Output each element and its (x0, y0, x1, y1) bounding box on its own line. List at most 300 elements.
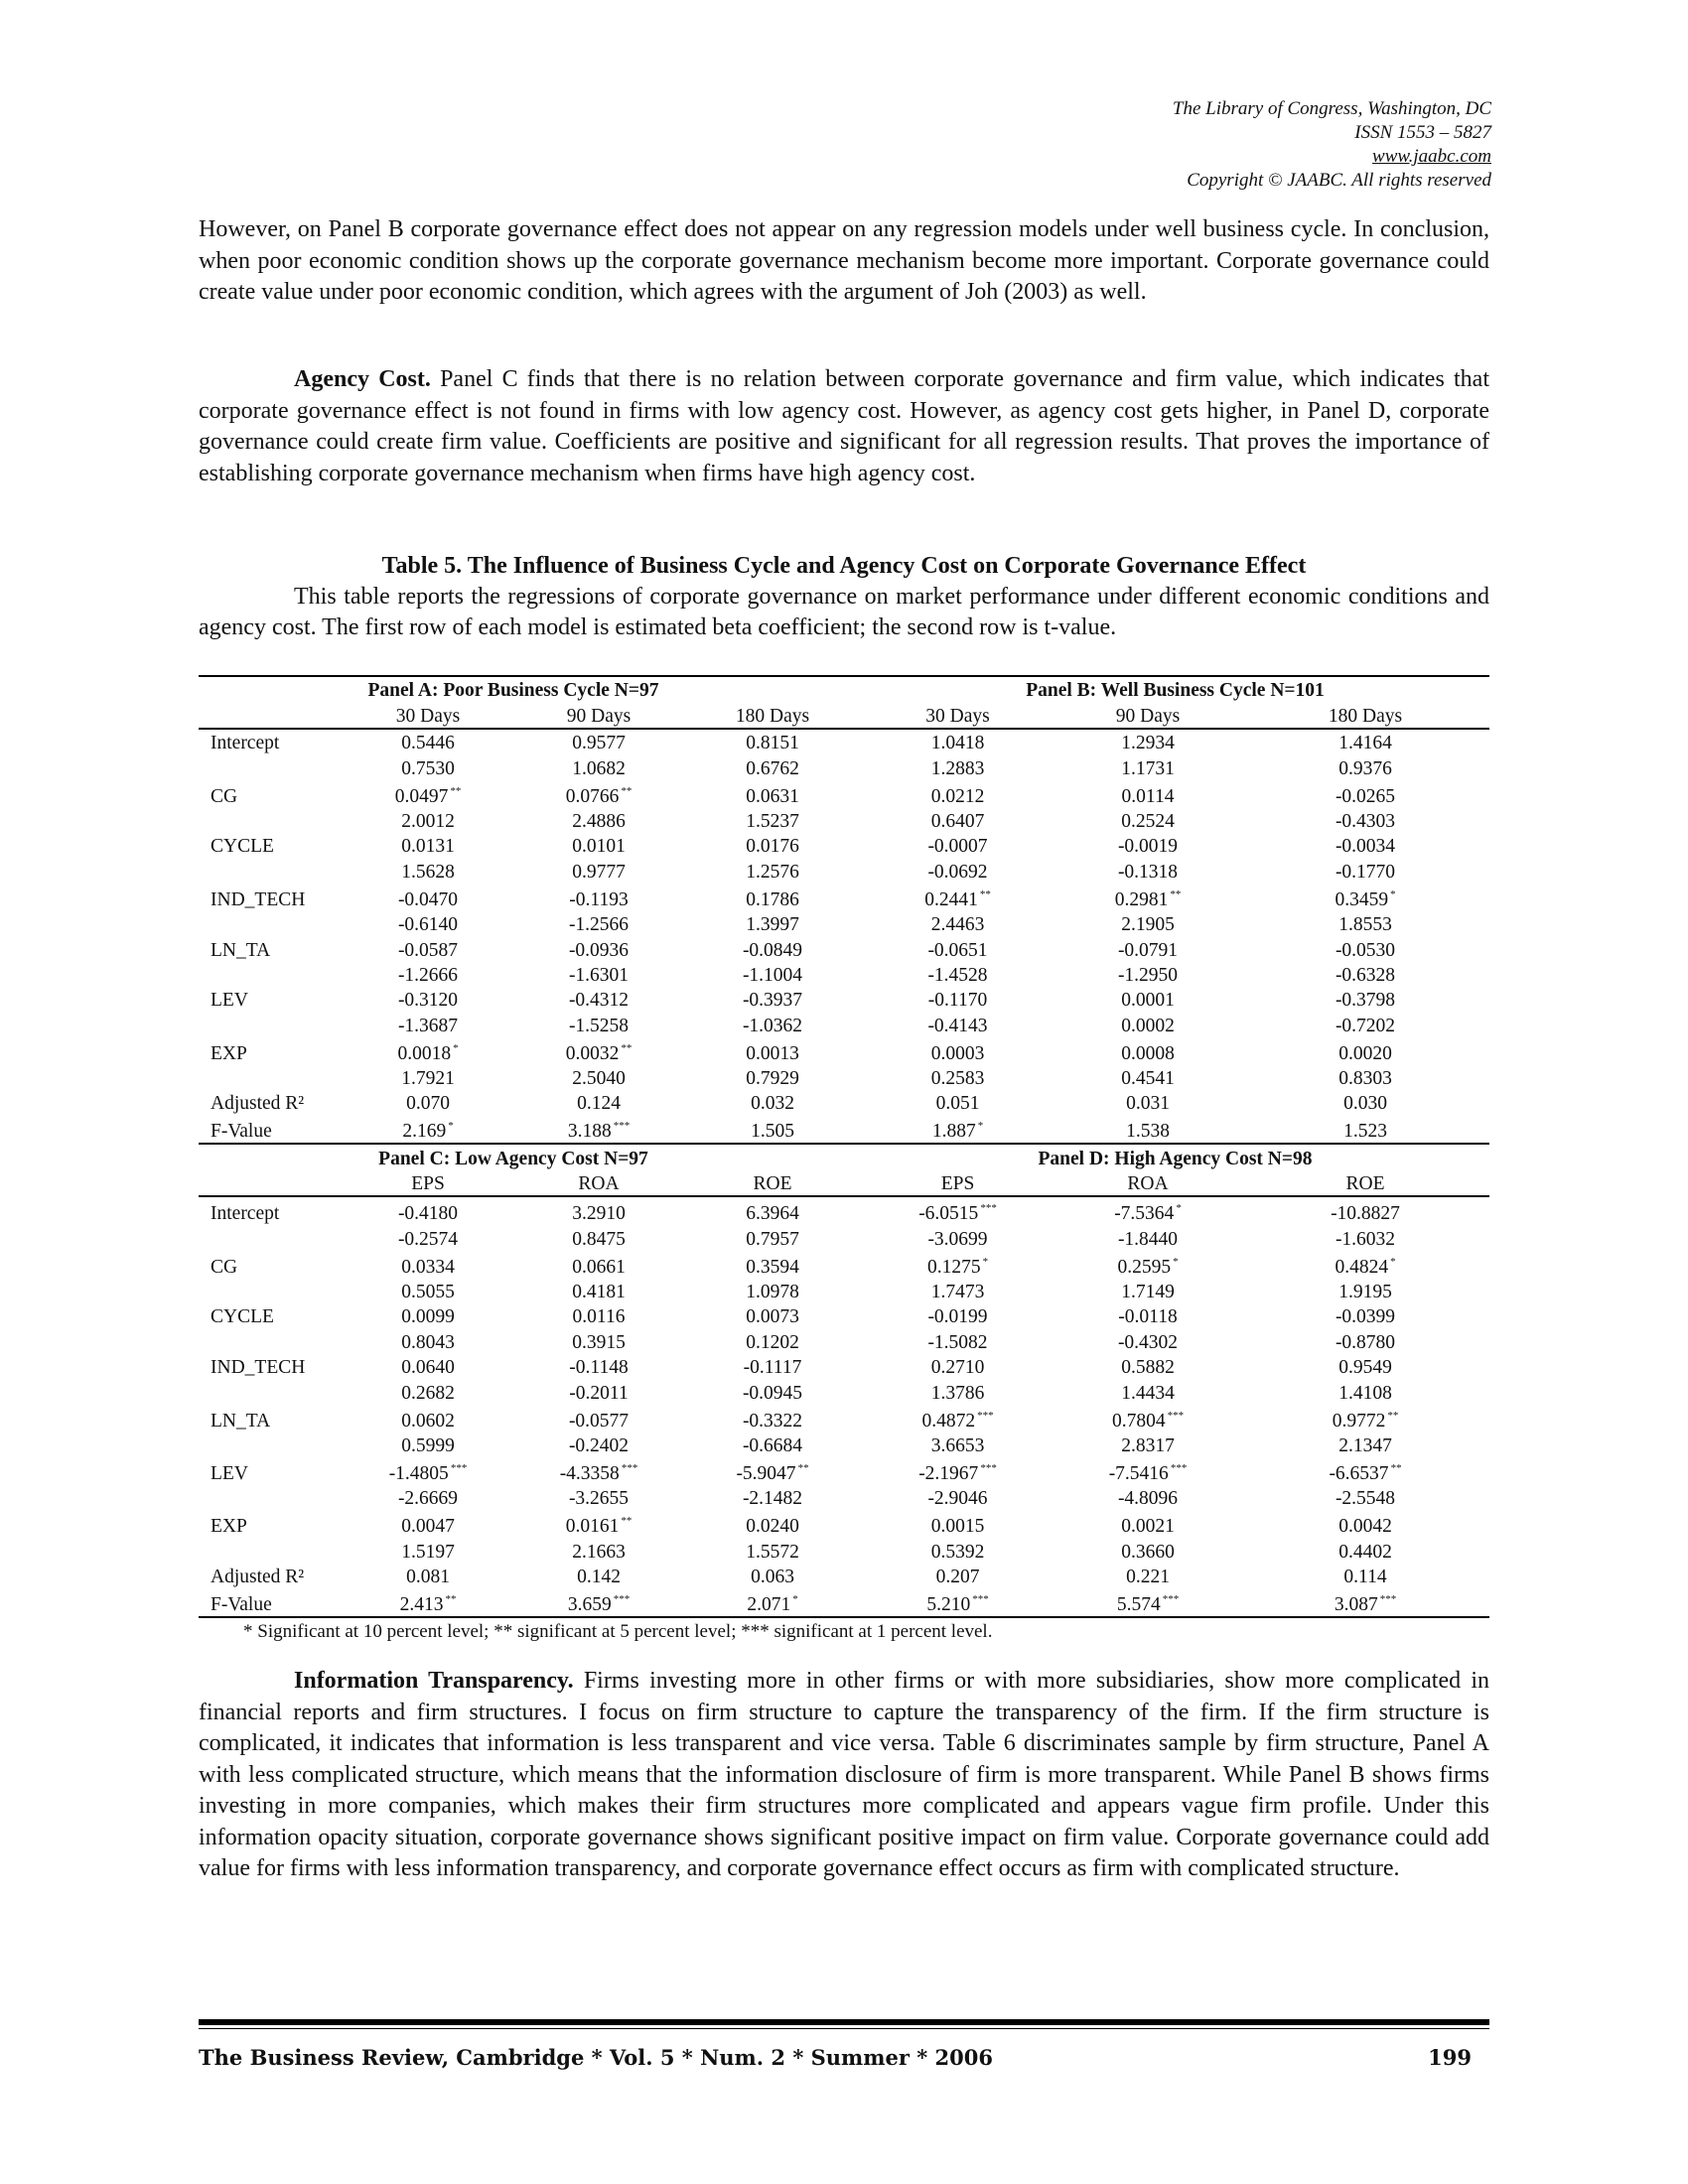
cell-value: -0.1770 (1335, 861, 1396, 883)
cell-value: 1.0418 (930, 733, 985, 754)
table-cell (1055, 1564, 1241, 1588)
row-label: Adjusted R² (211, 1093, 305, 1115)
table-cell (1241, 1251, 1489, 1279)
cell-value: 1.5628 (401, 861, 455, 883)
table-cell (1055, 1115, 1241, 1144)
panel-title-row (199, 676, 1489, 702)
cell-value: -1.8440 (1117, 1228, 1179, 1250)
table-row (199, 1225, 1489, 1250)
cell-value: 3.659 (567, 1594, 612, 1616)
table-row (199, 729, 1489, 754)
table-cell (1055, 1538, 1241, 1563)
cell-value: 0.0008 (1121, 1042, 1175, 1064)
row-label: IND_TECH (211, 1357, 306, 1379)
column-header: EPS (343, 1170, 513, 1196)
cell-value: 1.2934 (1121, 733, 1175, 754)
table-row (199, 1196, 1489, 1225)
table-cell (513, 1012, 684, 1036)
cell-value: 0.0042 (1338, 1516, 1392, 1538)
table-cell (861, 1328, 1055, 1353)
table-cell (861, 1090, 1055, 1115)
cell-value: 0.5392 (930, 1541, 985, 1563)
cell-value: -0.0199 (927, 1306, 988, 1328)
cell-value: 1.523 (1343, 1121, 1387, 1143)
cell-value: 0.2524 (1121, 810, 1175, 832)
cell-value: 2.169 (402, 1121, 447, 1143)
table-row (199, 1279, 1489, 1303)
footer-journal: The Business Review, Cambridge * Vol. 5 * Num. 2 * Summer * 2006 (199, 2045, 993, 2070)
cell-value: 1.505 (751, 1121, 794, 1143)
cell-value: -0.1318 (1117, 861, 1179, 883)
cell-value: -2.5548 (1335, 1488, 1396, 1510)
table-cell (513, 1510, 684, 1538)
column-header-row (199, 1170, 1489, 1196)
cell-value: 0.0003 (930, 1042, 985, 1064)
cell-value: -0.0019 (1117, 836, 1179, 858)
cell-value: 0.0497 (394, 785, 449, 807)
table-cell (861, 858, 1055, 883)
table-cell (343, 884, 513, 911)
cell-value: -0.1193 (569, 888, 629, 910)
cell-value: -4.3358 (559, 1462, 620, 1484)
cell-value: 0.3915 (572, 1331, 626, 1353)
table-cell (684, 1225, 861, 1250)
table-cell (1055, 1457, 1241, 1485)
cell-value: 0.063 (751, 1567, 794, 1588)
row-label (199, 1379, 343, 1404)
table-cell (1055, 936, 1241, 961)
row-label (199, 1433, 343, 1457)
cell-value: 1.9195 (1338, 1282, 1392, 1303)
table-cell (1055, 1251, 1241, 1279)
cell-value: 0.4541 (1121, 1068, 1175, 1090)
table-cell (343, 1251, 513, 1279)
cell-value: 3.6653 (930, 1434, 985, 1456)
column-header: ROE (684, 1170, 861, 1196)
table-cell (861, 962, 1055, 987)
table-cell (1055, 962, 1241, 987)
cell-value: -0.4312 (568, 990, 630, 1012)
paragraph-transparency-text: Firms investing more in other firms or with more subsidiaries, show more complicated in financial reports and firm structures. I focus on firm structure to capture the transparency of the firm. If the firm structure is complicated, it indicates that information is less transparent and vice versa. Table 6 discriminates sample by firm structure, Panel A with less complicated structure, which means that the information disclosure of firm is more transparent. While Panel B shows firms investing in more companies, which makes their firm structures more complicated and appears vague firm profile. Under this information opacity situation, corporate governance shows significant positive impact on firm value. Corporate governance could add value for firms with less information transparency, and corporate governance effect occurs as firm with complicated structure. (199, 1668, 1489, 1881)
table-row (199, 858, 1489, 883)
table-cell (861, 833, 1055, 858)
table-cell (513, 1538, 684, 1563)
cell-value: 2.0012 (401, 810, 455, 832)
cell-value: -0.3120 (397, 990, 459, 1012)
table-cell (861, 729, 1055, 754)
table-cell (684, 911, 861, 936)
row-label (199, 1485, 343, 1510)
table-cell (343, 1037, 513, 1065)
cell-value: 0.3660 (1121, 1541, 1175, 1563)
table-cell (513, 1354, 684, 1379)
cell-value: 1.2883 (930, 757, 985, 779)
table-cell (861, 1196, 1055, 1225)
cell-value: -0.6140 (397, 914, 459, 936)
table-cell (513, 1225, 684, 1250)
cell-value: 0.7957 (746, 1228, 799, 1250)
table-cell (1241, 1115, 1489, 1144)
column-header: 180 Days (684, 702, 861, 728)
cell-value: 0.5999 (401, 1434, 455, 1456)
table-cell (684, 1485, 861, 1510)
table-cell (861, 1588, 1055, 1617)
table-cell (1055, 911, 1241, 936)
significance-stars: * (1176, 1202, 1182, 1215)
table-cell (684, 962, 861, 987)
column-header: ROE (1241, 1170, 1489, 1196)
cell-value: -0.0118 (1118, 1306, 1178, 1328)
cell-value: 3.2910 (572, 1203, 626, 1225)
footer-rule-thin (199, 2028, 1489, 2029)
table-cell (343, 1433, 513, 1457)
table-cell (343, 1090, 513, 1115)
table-cell (684, 1457, 861, 1485)
significance-stars: * (453, 1041, 459, 1054)
significance-stars: *** (1170, 1461, 1188, 1474)
table-cell (1055, 1279, 1241, 1303)
table-cell (513, 1433, 684, 1457)
table-cell (343, 1510, 513, 1538)
table-cell (861, 1225, 1055, 1250)
table-cell (513, 1405, 684, 1433)
column-header: 30 Days (343, 702, 513, 728)
significance-stars: *** (980, 1202, 997, 1215)
significance-stars: ** (621, 1515, 633, 1528)
table-cell (684, 1354, 861, 1379)
table-cell (343, 911, 513, 936)
table-cell (1055, 754, 1241, 779)
table-cell (1241, 987, 1489, 1012)
table-cell (1055, 729, 1241, 754)
cell-value: -7.5364 (1114, 1203, 1175, 1225)
table-cell (513, 1564, 684, 1588)
regression-table (199, 675, 1489, 1618)
table-cell (1055, 1354, 1241, 1379)
cell-value: -0.0265 (1335, 785, 1396, 807)
cell-value: 0.4181 (572, 1282, 626, 1303)
cell-value: -0.1170 (927, 990, 988, 1012)
cell-value: -2.1967 (918, 1462, 979, 1484)
table-row (199, 1588, 1489, 1617)
table-row (199, 780, 1489, 808)
table-cell (1055, 1485, 1241, 1510)
table-cell (684, 1303, 861, 1328)
cell-value: 0.1786 (746, 888, 799, 910)
cell-value: 0.0631 (746, 785, 799, 807)
table-cell (1055, 1510, 1241, 1538)
page-number: 199 (1428, 2045, 1472, 2070)
table-cell (513, 1588, 684, 1617)
table-cell (343, 1303, 513, 1328)
table-cell (684, 1328, 861, 1353)
table-cell (513, 833, 684, 858)
table-title: Table 5. The Influence of Business Cycle and Agency Cost on Corporate Governance Effect (381, 553, 1307, 579)
table-cell (861, 1303, 1055, 1328)
significance-stars: * (1173, 1255, 1179, 1268)
cell-value: -0.0692 (927, 861, 988, 883)
cell-value: 2.1347 (1338, 1434, 1392, 1456)
table-cell (513, 911, 684, 936)
cell-value: -5.9047 (736, 1462, 796, 1484)
table-cell (513, 754, 684, 779)
row-label (199, 1225, 343, 1250)
cell-value: -2.1482 (742, 1488, 803, 1510)
table-cell (684, 808, 861, 833)
table-cell (861, 1115, 1055, 1144)
cell-value: -0.0651 (927, 939, 988, 961)
row-label (199, 858, 343, 883)
cell-value: 0.221 (1126, 1567, 1170, 1588)
table-cell (1055, 1379, 1241, 1404)
table-cell (513, 884, 684, 911)
cell-value: 0.4872 (921, 1410, 976, 1432)
row-label: F-Value (199, 1115, 343, 1144)
significance-stars: ** (1390, 1461, 1402, 1474)
table-row (199, 1510, 1489, 1538)
cell-value: 0.8303 (1338, 1068, 1392, 1090)
cell-value: -1.2566 (568, 914, 630, 936)
cell-value: -10.8827 (1331, 1203, 1400, 1225)
cell-value: 0.032 (751, 1093, 794, 1115)
table-cell (343, 1457, 513, 1485)
table-cell (513, 1303, 684, 1328)
cell-value: -4.8096 (1117, 1488, 1179, 1510)
table-cell (513, 1090, 684, 1115)
cell-value: 0.9577 (572, 733, 626, 754)
table-row (199, 1485, 1489, 1510)
cell-value: -0.4143 (927, 1015, 988, 1036)
cell-value: -0.1117 (743, 1357, 802, 1379)
table-cell (861, 1012, 1055, 1036)
column-header: ROA (1055, 1170, 1241, 1196)
cell-value: 0.124 (577, 1093, 621, 1115)
table-cell (343, 1538, 513, 1563)
cell-value: -0.6684 (742, 1434, 803, 1456)
cell-value: 1.538 (1126, 1121, 1170, 1143)
cell-value: 0.2595 (1117, 1256, 1172, 1278)
cell-value: 0.2981 (1114, 888, 1169, 910)
cell-value: -0.4180 (397, 1203, 459, 1225)
table-cell (343, 987, 513, 1012)
cell-value: 0.1275 (926, 1256, 981, 1278)
table-row (199, 1457, 1489, 1485)
significance-stars: ** (979, 887, 991, 900)
cell-value: -1.0362 (742, 1015, 803, 1036)
table-cell (684, 884, 861, 911)
table-cell (861, 1564, 1055, 1588)
table-cell (684, 858, 861, 883)
cell-value: 3.087 (1334, 1594, 1378, 1616)
significance-stars: * (448, 1120, 454, 1133)
table-cell (513, 987, 684, 1012)
table-cell (1055, 1303, 1241, 1328)
table-cell (1241, 1354, 1489, 1379)
cell-value: 0.1202 (746, 1331, 799, 1353)
table-cell (1055, 780, 1241, 808)
cell-value: 2.413 (399, 1594, 444, 1616)
row-label: CG (211, 1256, 238, 1278)
significance-stars: *** (1162, 1593, 1180, 1606)
cell-value: 0.0661 (572, 1256, 626, 1278)
cell-value: -0.3322 (742, 1410, 803, 1432)
table-cell (343, 1065, 513, 1090)
cell-value: 2.5040 (572, 1068, 626, 1090)
cell-value: 0.207 (935, 1567, 980, 1588)
table-cell (861, 1538, 1055, 1563)
table-cell (513, 808, 684, 833)
cell-value: 0.0602 (401, 1410, 455, 1432)
table-cell (1055, 1065, 1241, 1090)
cell-value: 0.031 (1126, 1093, 1170, 1115)
significance-stars: ** (621, 784, 633, 797)
column-header: 90 Days (1055, 702, 1241, 728)
table-cell (1055, 1196, 1241, 1225)
table-cell (1241, 1065, 1489, 1090)
table-cell (1241, 1485, 1489, 1510)
cell-value: 0.0099 (401, 1306, 455, 1328)
table-cell (1241, 884, 1489, 911)
table-caption (199, 551, 1489, 643)
table-cell (684, 987, 861, 1012)
cell-value: -1.5258 (568, 1015, 630, 1036)
table-cell (1241, 962, 1489, 987)
table-cell (1241, 1510, 1489, 1538)
cell-value: 0.0766 (565, 785, 620, 807)
cell-value: 2.1905 (1121, 914, 1175, 936)
table-cell (861, 754, 1055, 779)
cell-value: 0.0015 (930, 1516, 985, 1538)
cell-value: -0.7202 (1335, 1015, 1396, 1036)
paragraph-business-cycle: However, on Panel B corporate governance effect does not appear on any regression models under well business cycle. In conclusion, when poor economic condition shows up the corporate governance mechanism become more important. Corporate governance could create value under poor economic condition, which agrees with the argument of Joh (2003) as well. (199, 216, 1489, 305)
table-cell (861, 936, 1055, 961)
significance-stars: *** (450, 1461, 468, 1474)
header-website-link[interactable]: www.jaabc.com (1372, 146, 1491, 167)
table-cell (1241, 729, 1489, 754)
regression-table-body (199, 676, 1489, 1617)
table-cell (343, 962, 513, 987)
cell-value: 1.3997 (746, 914, 799, 936)
significance-stars: ** (445, 1593, 457, 1606)
cell-value: 2.071 (747, 1594, 791, 1616)
cell-value: 1.0978 (746, 1282, 799, 1303)
cell-value: -0.0587 (397, 939, 459, 961)
cell-value: -0.2011 (569, 1382, 629, 1404)
row-label (199, 1279, 343, 1303)
cell-value: 0.0047 (401, 1516, 455, 1538)
row-label: LEV (211, 990, 248, 1012)
cell-value: 0.3594 (746, 1256, 799, 1278)
table-cell (343, 808, 513, 833)
cell-value: 0.4402 (1338, 1541, 1392, 1563)
table-row (199, 1354, 1489, 1379)
cell-value: 0.8475 (572, 1228, 626, 1250)
table-cell (861, 1354, 1055, 1379)
paragraph-agency-cost-text: Panel C finds that there is no relation between corporate governance and firm value, which indicates that corporate governance effect is not found in firms with low agency cost. However, as agency cost gets higher, in Panel D, corporate governance could create firm value. Coefficients are positive and significant for all regression results. That proves the importance of establishing corporate governance mechanism when firms have high agency cost. (199, 366, 1489, 486)
cell-value: -0.0399 (1335, 1306, 1396, 1328)
cell-value: 0.0240 (746, 1516, 799, 1538)
cell-value: 1.4164 (1338, 733, 1392, 754)
panel-title: Panel D: High Agency Cost N=98 (861, 1144, 1489, 1169)
table-cell (1241, 1090, 1489, 1115)
row-label (199, 1328, 343, 1353)
table-row (199, 1538, 1489, 1563)
table-row (199, 884, 1489, 911)
significance-stars: ** (450, 784, 462, 797)
cell-value: 0.0021 (1121, 1516, 1175, 1538)
cell-value: -0.0007 (927, 836, 988, 858)
table-cell (861, 1510, 1055, 1538)
cell-value: 0.8043 (401, 1331, 455, 1353)
row-label: LN_TA (211, 1410, 271, 1432)
header-line-1: The Library of Congress, Washington, DC (1172, 98, 1491, 119)
cell-value: 1.4434 (1121, 1382, 1175, 1404)
cell-value: -0.3937 (742, 990, 803, 1012)
panel-title: Panel C: Low Agency Cost N=97 (343, 1144, 684, 1169)
significance-stars: *** (1167, 1409, 1185, 1422)
panel-title: Panel A: Poor Business Cycle N=97 (343, 676, 684, 702)
blank-cell (684, 1144, 861, 1169)
table-cell (684, 780, 861, 808)
table-cell (343, 1564, 513, 1588)
table-row (199, 808, 1489, 833)
table-row (199, 911, 1489, 936)
table-cell (684, 1379, 861, 1404)
table-cell (861, 780, 1055, 808)
table-cell (343, 780, 513, 808)
cell-value: 0.3459 (1335, 888, 1389, 910)
table-cell (684, 1279, 861, 1303)
table-cell (861, 1485, 1055, 1510)
cell-value: 0.0020 (1338, 1042, 1392, 1064)
table-cell (343, 1405, 513, 1433)
row-label: LN_TA (211, 939, 271, 961)
cell-value: -1.5082 (927, 1331, 988, 1353)
table-cell (1055, 1012, 1241, 1036)
cell-value: 0.0032 (565, 1042, 620, 1064)
row-label: EXP (211, 1042, 247, 1064)
table-row (199, 1115, 1489, 1144)
cell-value: -0.0791 (1117, 939, 1179, 961)
blank-cell (684, 676, 861, 702)
cell-value: -0.4303 (1335, 810, 1396, 832)
cell-value: 0.8151 (746, 733, 799, 754)
row-label (199, 1012, 343, 1036)
significance-stars: * (792, 1593, 798, 1606)
cell-value: 0.5446 (401, 733, 455, 754)
paragraph-information-transparency (199, 1666, 1489, 1885)
cell-value: -0.0945 (742, 1382, 803, 1404)
row-label (199, 1538, 343, 1563)
table-cell (1241, 1196, 1489, 1225)
cell-value: -1.6032 (1335, 1228, 1396, 1250)
cell-value: 0.0001 (1121, 990, 1175, 1012)
cell-value: 1.887 (931, 1121, 976, 1143)
table-cell (1241, 1012, 1489, 1036)
cell-value: 6.3964 (746, 1203, 799, 1225)
cell-value: -6.0515 (918, 1203, 979, 1225)
table-row (199, 1328, 1489, 1353)
row-label: EXP (211, 1516, 247, 1538)
cell-value: -1.6301 (568, 964, 630, 986)
table-cell (343, 1588, 513, 1617)
table-cell (1055, 1225, 1241, 1250)
table-cell (861, 884, 1055, 911)
cell-value: 0.142 (577, 1567, 621, 1588)
table-cell (1241, 808, 1489, 833)
cell-value: -0.0470 (397, 888, 459, 910)
cell-value: 1.5197 (401, 1541, 455, 1563)
